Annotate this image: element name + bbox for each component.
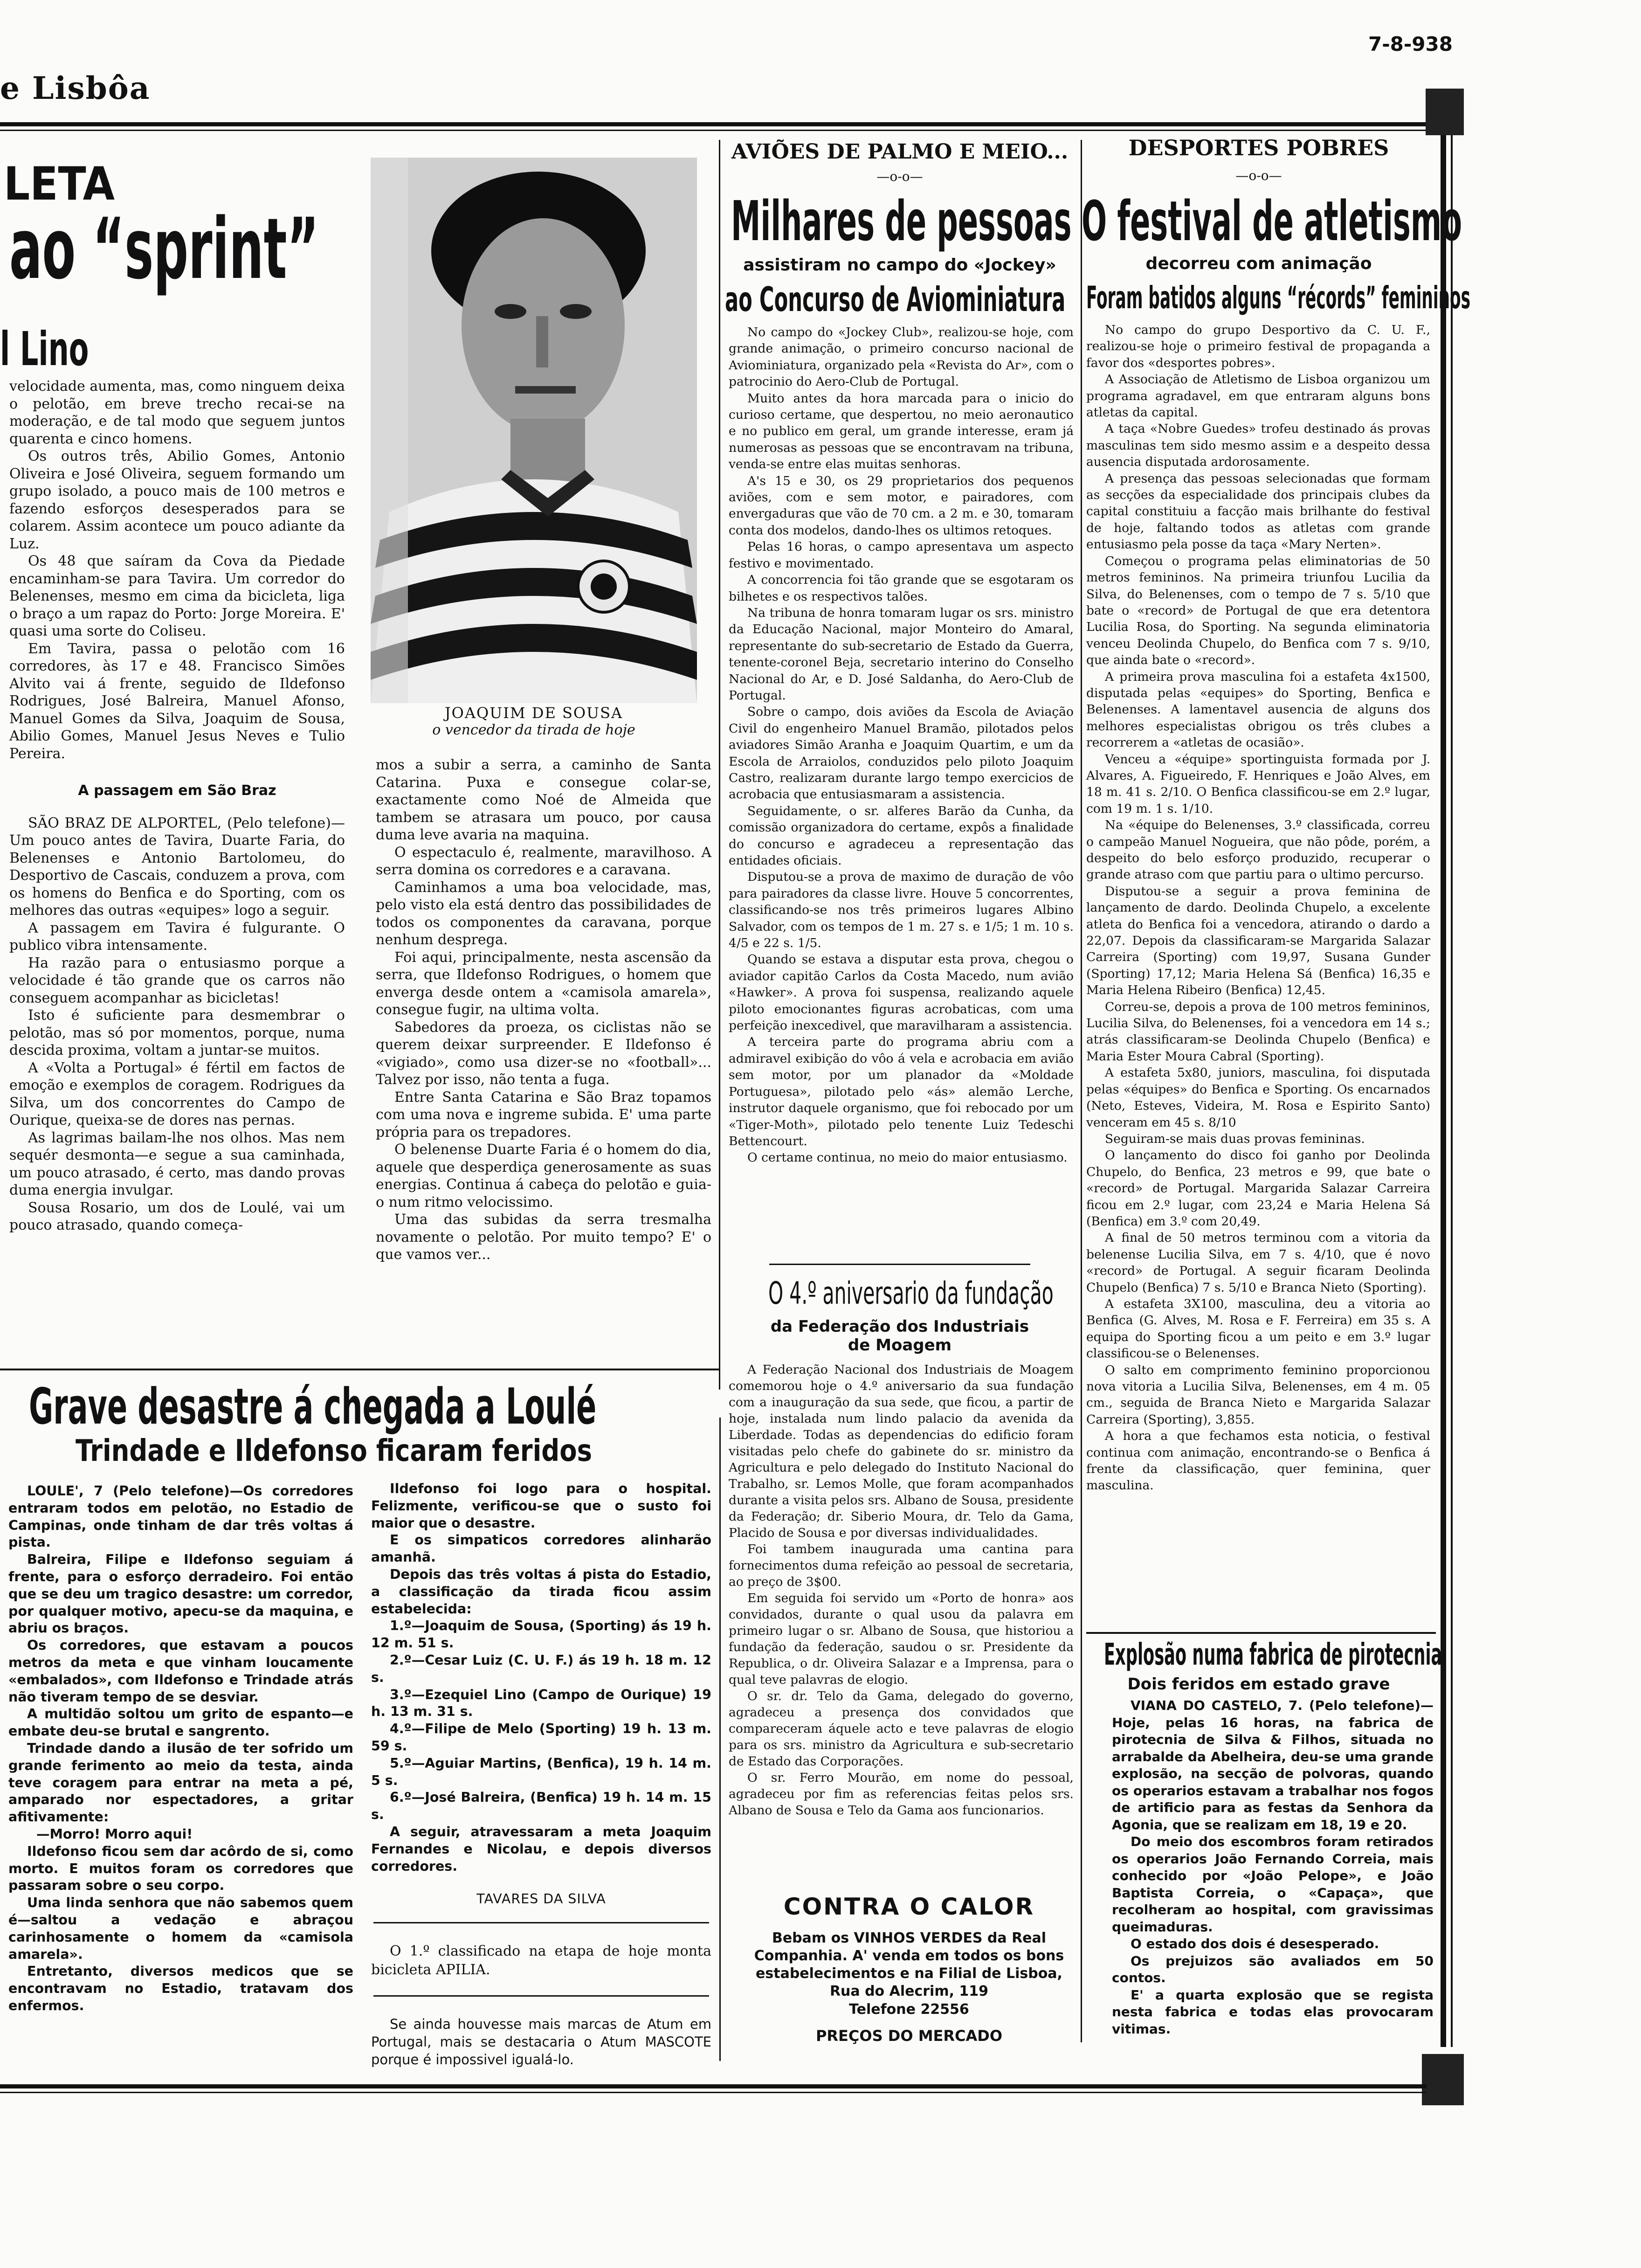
byline-rule [373, 1922, 709, 1923]
paragraph: O belenense Duarte Faria é o homem do dia, aquele que desperdiça generosamente as suas energias. Continua á cabeça do pelotão e guia-o num ritmo velocissimo. [376, 1141, 711, 1210]
paragraph: A concorrencia foi tão grande que se esgotaram os bilhetes e os respectivos talões. [729, 573, 1074, 604]
paragraph: A taça «Nobre Guedes» trofeu destinado ás provas masculinas tem sido mesmo assim e a despeito dessa ausencia disputada ardorosamente. [1086, 422, 1430, 470]
paragraph: A primeira prova masculina foi a estafeta 4x1500, disputada pelas «equipes» do Sporting, Benfica e Belenenses. A lamentavel ausencia de alguns dos melhores especialistas obrigou os três clubes a recorrerem a «atletas de ocasião». [1086, 669, 1430, 750]
paragraph: A's 15 e 30, os 29 proprietarios dos pequenos aviões, com e sem motor, e pairadores, com envergaduras que vão de 70 cm. a 2 m. e 30, tomaram conta dos modelos, dando-lhes os ultimos retoques. [729, 473, 1074, 538]
portrait-image [371, 158, 697, 703]
avioes-body [729, 324, 1074, 1166]
paragraph: Do meio dos escombros foram retirados os operarios João Fernando Correia, mais conhecido por «João Pelope», e João Baptista Correia, o «Capaça», que recolheram ao hospital, com gravissimas queimaduras. [1112, 1834, 1434, 1935]
moagem-top-rule [769, 1264, 1030, 1265]
classification-row: 1.º—Joaquim de Sousa, (Sporting) ás 19 h. 12 m. 51 s. [371, 1618, 711, 1651]
classification-row: 5.º—Aguiar Martins, (Benfica), 19 h. 14 m. 5 s. [371, 1755, 711, 1788]
paragraph: O salto em comprimento feminino proporcionou nova vitoria a Lucilia Silva, Belenenses, em 4 m. 05 cm., seguida de Branca Nieto e Margarida Salazar Carreira (Sporting), 3,855. [1086, 1362, 1430, 1427]
paragraph: Balreira, Filipe e Ildefonso seguiam á frente, para o esforço derradeiro. Foi então que se deu um tragico desastre: um corredor, por qualquer motivo, apecu-se da maquina, e abriu os braços. [8, 1552, 353, 1636]
footer-rule-thin [0, 2092, 1427, 2093]
paragraph: A Federação Nacional dos Industriais de Moagem comemorou hoje o 4.º aniversario da sua fundação com a inauguração da sua sede, que ficou, a partir de hoje, instalada num lindo palacio da avenida da Liberdade. Todas as dependencias do edificio foram visitadas pelo chefe do gabinete do sr. ministro da Agricultura e pelo delegado do Instituto Nacional do Trabalho, sr. Lemos Molle, que foram acompanhados durante a visita pelos srs. Albano de Sousa, presidente da Federação; dr. Siberio Moura, dr. Telo da Gama, Placido de Sousa e por diversas individualidades. [729, 1362, 1074, 1540]
paragraph: Foi aqui, principalmente, nesta ascensão da serra, que Ildefonso Rodrigues, o homem que enverga desde ontem a «camisola amarela», consegue fugir, na ultima volta. [376, 949, 711, 1018]
paragraph: No campo do «Jockey Club», realizou-se hoje, com grande animação, o primeiro concurso nacional de Aviominiatura, organizado pela «Revista do Ar», com o patrocinio do Aero-Club de Portugal. [729, 325, 1074, 389]
paragraph: Ildefonso ficou sem dar acôrdo de si, como morto. E muitos foram os corredores que passaram sobre o seu corpo. [8, 1843, 353, 1894]
pirotecnia-headline: Explosão numa fabrica de pirotecnia [1104, 1638, 1442, 1672]
paragraph: Os prejuizos são avaliados em 50 contos. [1112, 1953, 1434, 1985]
atletismo-body [1086, 322, 1430, 1494]
avioes-sub2: ao Concurso de Aviominiatura [725, 280, 1066, 319]
paragraph: Entretanto, diversos medicos que se encontravam no Estadio, tratavam dos enfermos. [8, 1964, 353, 2013]
photo-caption-sub: o vencedor da tirada de hoje [432, 722, 635, 738]
paragraph: mos a subir a serra, a caminho de Santa Catarina. Puxa e consegue colar-se, exactamente como Noé de Almeida que tambem se atrasara um pouco, por causa duma leve avaria na maquina. [376, 757, 711, 843]
calor-phone: Telefone 22556 [849, 2001, 969, 2018]
paragraph: O lançamento do disco foi ganho por Deolinda Chupelo, do Benfica, 23 metros e 99, que bate o «record» de Portugal. Margarida Salazar Carreira ficou em 2.º lugar, com 23,24 e Maria Helena Sá (Benfica) em 3.º com 20,49. [1086, 1148, 1430, 1229]
loule-column-1 [8, 1483, 353, 2015]
classification-row: 3.º—Ezequiel Lino (Campo de Ourique) 19 h. 13 m. 31 s. [371, 1687, 711, 1720]
paragraph: A final de 50 metros terminou com a vitoria da belenense Lucilia Silva, em 7 s. 4/10, que é novo «record» de Portugal. A seguir ficaram Deolinda Chupelo (Benfica) 7 s. 5/10 e Branca Nieto (Sporting). [1086, 1231, 1430, 1295]
pirotecnia-top-rule [1086, 1632, 1436, 1634]
column-rule [719, 140, 720, 1390]
ornament: —o-o— [1235, 168, 1282, 183]
moagem-headline: O 4.º aniversario da fundação [768, 1275, 1054, 1311]
paragraph: Correu-se, depois a prova de 100 metros femininos, Lucilia Silva, do Belenenses, foi a vencedora em 14 s.; atrás classificaram-se Deolinda Chupelo (Benfica) e Maria Ester Moura Cabral (Sporting). [1086, 999, 1430, 1064]
header-rule [0, 122, 1427, 126]
paragraph: Em seguida foi servido um «Porto de honra» aos convidados, durante o qual usou da palavra em primeiro lugar o sr. Albano de Sousa, que historiou a fundação da federação, saudou o sr. Presidente da Republica, o dr. Oliveira Salazar e a Imprensa, para o qual teve palavras de elogio. [729, 1591, 1074, 1687]
sprint-kicker: LETA [4, 158, 115, 211]
right-border-thin [1451, 135, 1453, 2047]
atletismo-kicker: DESPORTES POBRES [1128, 135, 1389, 160]
footer-rule [0, 2084, 1427, 2088]
paragraph: Seguiram-se mais duas provas femininas. [1105, 1131, 1365, 1146]
paragraph: A terceira parte do programa abriu com a admiravel exibição do vôo á vela e acrobacia em avião sem motor, por um planador da «Moldade Portuguesa», pilotado pelo «ás» alemão Lerche, instrutor daquele organismo, que foi rebocado por um «Tiger-Moth», pilotado pelo tenente Luiz Tedeschi Bettencourt. [729, 1035, 1074, 1148]
corner-ornament [1426, 89, 1464, 135]
paragraph: Quando se estava a disputar esta prova, chegou o aviador capitão Carlos da Costa Macedo, num avião «Hawker». A prova foi suspensa, realizando aquele piloto emocionantes figuras acrobaticas, com uma perfeição inexcedivel, que maravilharam a assistencia. [729, 952, 1074, 1033]
paragraph: Depois das três voltas á pista do Estadio, a classificação da tirada ficou assim estabelecida: [371, 1566, 711, 1617]
classification-row: 2.º—Cesar Luiz (C. U. F.) ás 19 h. 18 m. 12 s. [371, 1652, 711, 1685]
paragraph: E os simpaticos corredores alinharão amanhã. [371, 1532, 711, 1565]
right-border-thick [1441, 135, 1446, 2047]
apilia-note: O 1.º classificado na etapa de hoje monta bicicleta APILIA. [371, 1943, 711, 1978]
pirotecnia-sub: Dois feridos em estado grave [1127, 1675, 1390, 1694]
calor-ad [746, 1893, 1072, 2070]
header-rule-thin [0, 130, 1427, 131]
sprint-column-2 [376, 756, 711, 1264]
paragraph: Os 48 que saíram da Cova da Piedade encaminham-se para Tavira. Um corredor do Belenenses, mesmo em cima da bicicleta, liga o braço a um rapaz do Porto: Jorge Moreira. E' quasi uma sorte do Coliseu. [9, 553, 345, 639]
loule-top-rule [0, 1369, 720, 1370]
classification-row: 6.º—José Balreira, (Benfica) 19 h. 14 m. 15 s. [371, 1790, 711, 1823]
loule-column-2 [371, 1480, 711, 2068]
column-rule [1081, 140, 1082, 2042]
note-rule [373, 1995, 709, 1997]
atletismo-headline: O festival de atletismo [1082, 189, 1462, 253]
paragraph: A estafeta 3X100, masculina, deu a vitoria ao Benfica (G. Alves, M. Rosa e F. Ferreira) em 35 s. A equipa do Sporting ficou a um peito e em 3.º lugar classificou-se o Belenenses. [1086, 1296, 1430, 1361]
paragraph: Trindade dando a ilusão de ter sofrido um grande ferimento ao meio da testa, ainda teve coragem para entrar na meta a pé, amparado nor espectadores, a gritar afitivamente: [8, 1740, 353, 1825]
byline: TAVARES DA SILVA [476, 1891, 606, 1907]
paragraph: LOULE', 7 (Pelo telefone)—Os corredores entraram todos em pelotão, no Estadio de Campinas, onde tinham de dar três voltas á pista. [8, 1483, 353, 1550]
loule-headline: Grave desastre á chegada a Loulé [29, 1378, 597, 1435]
paragraph: Na tribuna de honra tomaram lugar os srs. ministro da Educação Nacional, major Monteiro do Amaral, representante do sub-secretario de Estado da Guerra, tenente-coronel Beja, secretario interino do Conselho Nacional do Ar, e D. José Saldanha, do Aero-Club de Portugal. [729, 605, 1074, 703]
paragraph: A presença das pessoas selecionadas que formam as secções da especialidade dos principais clubes da capital constituiu a facção mais brilhante do festival de hoje, faltando todos as atletas com grande entusiasmo pela posse da taça «Mary Nerten». [1086, 471, 1430, 552]
paragraph: O certame continua, no meio do maior entusiasmo. [747, 1150, 1068, 1165]
paragraph: Começou o programa pelas eliminatorias de 50 metros femininos. Na primeira triunfou Lucilia da Silva, do Belenenses, com o tempo de 7 s. 5/10 que bate o «record» de Portugal de que era detentora Lucilia Rosa, do Sporting. Na segunda eliminatoria venceu Deolinda Chupelo, do Benfica com 7 s. 9/10, que ainda bate o «record». [1086, 553, 1430, 668]
issue-date: 7-8-938 [1368, 33, 1453, 55]
sprint-headline: ao “sprint” [9, 201, 319, 298]
paragraph: O sr. dr. Telo da Gama, delegado do governo, agradeceu a presença dos convidados que compareceram áquele acto e teve palavras de elogio para os srs. ministro da Agricultura e sub-secretario de Estado das Corporações. [729, 1689, 1074, 1769]
loule-subhead: Trindade e Ildefonso ficaram feridos [76, 1434, 592, 1468]
mascote-ad: Se ainda houvesse mais marcas de Atum em Portugal, mais se destacaria o Atum MASCOTE porque é impossivel igualá-lo. [371, 2016, 711, 2068]
paragraph: A passagem em Tavira é fulgurante. O publico vibra intensamente. [9, 920, 345, 954]
paragraph: Os outros três, Abilio Gomes, Antonio Oliveira e José Oliveira, seguem formando um grupo isolado, a pouco mais de 100 metros e fazendo esforços desesperados para se colarem. Assim acontece um pouco adiante da Luz. [9, 448, 345, 552]
pirotecnia-body [1112, 1697, 1434, 2038]
paragraph: VIANA DO CASTELO, 7. (Pelo telefone)—Hoje, pelas 16 horas, na fabrica de pirotecnia de Silva & Filhos, situada no arrabalde da Abelheira, deu-se uma grande explosão, na secção de polvoras, quando os operarios estavam a trabalhar nos fogos de artificio para as festas da Senhora da Agonia, que se realizam em 18, 19 e 20. [1112, 1698, 1434, 1832]
paragraph: Muito antes da hora marcada para o inicio do curioso certame, que despertou, no meio aeronautico e no publico em geral, um grande interesse, eram já numerosas as pessoas que se encontravam na tribuna, venda-se entre elas muitas senhoras. [729, 391, 1074, 472]
paragraph: Na «équipe do Belenenses, 3.º classificada, correu o campeão Manuel Nogueira, que não pôde, porém, a despeito do belo esforço produzido, recuperar o grande atraso com que partiu para o ultimo percurso. [1086, 818, 1430, 882]
paragraph: A «Volta a Portugal» é fértil em factos de emoção e exemplos de coragem. Rodrigues da Silva, um dos concorrentes do Campo de Ourique, queixa-se de dores nas pernas. [9, 1059, 345, 1128]
calor-title: CONTRA O CALOR [783, 1893, 1035, 1920]
paragraph: O estado dos dois é desesperado. [1131, 1936, 1379, 1951]
paragraph: As lagrimas bailam-lhe nos olhos. Mas nem sequér desmonta—e segue a sua caminhada, um pouco atrasado, é certo, mas dando provas duma energia invulgar. [9, 1129, 345, 1198]
paragraph: Sousa Rosario, um dos de Loulé, vai um pouco atrasado, quando começa- [9, 1199, 345, 1233]
paragraph: Entre Santa Catarina e São Braz topamos com uma nova e ingreme subida. E' uma parte própria para os trepadores. [376, 1089, 711, 1141]
paragraph: Venceu a «équipe» sportinguista formada por J. Alvares, A. Figueiredo, F. Henriques e João Alves, em 18 m. 41 s. 2/10. O Benfica classificou-se em 2.º lugar, com 19 m. 1 s. 1/10. [1086, 752, 1430, 816]
paragraph: E' a quarta explosão que se regista nesta fabrica e todas elas provocaram vitimas. [1112, 1987, 1434, 2037]
paragraph: A multidão soltou um grito de espanto—e embate deu-se brutal e sangrento. [8, 1706, 353, 1739]
paragraph: —Morro! Morro aqui! [36, 1826, 193, 1842]
paragraph: Foi tambem inaugurada uma cantina para fornecimentos duma refeição ao pessoal de secretaria, ao preço de 3$00. [729, 1542, 1074, 1589]
paragraph: Os corredores, que estavam a poucos metros da meta e que vinham loucamente «embalados», com Ildefonso e Trindade atrás não tiveram tempo de se desviar. [8, 1638, 353, 1705]
paragraph: O sr. Ferro Mourão, em nome do pessoal, agradeceu por fim as referencias feitas pelos srs. Albano de Sousa e Telo da Gama aos funcionarios. [729, 1770, 1074, 1818]
paragraph: Sobre o campo, dois aviões da Escola de Aviação Civil do engenheiro Manuel Bramão, pilotados pelos aviadores Simão Aranha e Joaquim Quartim, e um da Escola de Arraiolos, conduzidos pelo piloto Joaquim Castro, realizaram durante largo tempo exercicios de acrobacia que entusiasmaram a assistencia. [729, 705, 1074, 802]
avioes-headline: Milhares de pessoas [731, 189, 1072, 253]
paragraph: Pelas 16 horas, o campo apresentava um aspecto festivo e movimentado. [729, 539, 1074, 571]
paragraph: Disputou-se a prova de maximo de duração de vôo para pairadores da classe livre. Houve 5 concorrentes, classificando-se nos três primeiros lugares Albino Salvador, com os tempos de 1 m. 27 s. e 1/5; 1 m. 10 s. 4/5 e 22 s. 1/5. [729, 870, 1074, 951]
bottom-corner-ornament [1422, 2054, 1464, 2105]
paragraph: Uma linda senhora que não sabemos quem é—saltou a vedação e abraçou carinhosamente o homem da «camisola amarela». [8, 1895, 353, 1962]
paragraph: Disputou-se a seguir a prova feminina de lançamento de dardo. Deolinda Chupelo, a excelente atleta do Benfica foi a vencedora, atirando o dardo a 22,07. Depois da classificaram-se Margarida Salazar Carreira (Sporting) com 19,97, Susana Gunder (Sporting) 17,12; Maria Helena Sá (Benfica) 16,35 e Maria Helena Ribeiro (Benfica) 12,45. [1086, 884, 1430, 998]
paragraph: Ha razão para o entusiasmo porque a velocidade é tão grande que os carros não conseguem acompanhar as bicicletas! [9, 954, 345, 1006]
atletismo-sub2: Foram batidos alguns “récords” femininos [1086, 280, 1471, 316]
masthead: e Lisbôa [0, 70, 151, 106]
sprint-subhead: l Lino [0, 322, 89, 376]
avioes-kicker: AVIÕES DE PALMO E MEIO... [731, 140, 1069, 164]
atletismo-sub1: decorreu com animação [1145, 254, 1372, 273]
calor-footer: PREÇOS DO MERCADO [815, 2027, 1003, 2045]
column-rule [719, 1418, 721, 2061]
avioes-sub1: assistiram no campo do «Jockey» [743, 256, 1056, 275]
moagem-sub: da Federação dos Industriais de Moagem [770, 1317, 1029, 1355]
paragraph: A Associação de Atletismo de Lisboa organizou um programa agradavel, em que entraram alguns bons atletas da capital. [1086, 372, 1430, 420]
moagem-body [729, 1362, 1074, 1819]
section-title: A passagem em São Braz [78, 782, 276, 799]
paragraph: A estafeta 5x80, juniors, masculina, foi disputada pelas «équipes» do Benfica e Sporting. Os encarnados (Neto, Esteves, Videira, M. Rosa e Espirito Santo) venceram em 45 s. 8/10 [1086, 1065, 1430, 1130]
paragraph: Seguidamente, o sr. alferes Barão da Cunha, da comissão organizadora do certame, expôs a finalidade do concurso e agradeceu a representação das entidades oficiais. [729, 803, 1074, 868]
calor-body: Bebam os VINHOS VERDES da Real Companhia. A' venda em todos os bons estabelecimentos e na Filial de Lisboa, Rua do Alecrim, 119 [754, 1930, 1064, 1999]
paragraph: Sabedores da proeza, os ciclistas não se querem deixar surpreender. E Ildefonso é «vigiado», como usa dizer-se no «football»... Talvez por isso, não tenta a fuga. [376, 1019, 711, 1088]
paragraph: Em Tavira, passa o pelotão com 16 corredores, às 17 e 48. Francisco Simões Alvito vai á frente, seguido de Ildefonso Rodrigues, José Balreira, Manuel Afonso, Manuel Gomes da Silva, Joaquim de Sousa, Abilio Gomes, Manuel Jesus Neves e Tulio Pereira. [9, 640, 345, 762]
paragraph: O espectaculo é, realmente, maravilhoso. A serra domina os corredores e a caravana. [376, 844, 711, 878]
paragraph: A seguir, atravessaram a meta Joaquim Fernandes e Nicolau, e depois diversos corredores. [371, 1824, 711, 1874]
paragraph: Caminhamos a uma boa velocidade, mas, pelo visto ela está dentro das possibilidades de todos os componentes da caravana, porque nenhum desprega. [376, 879, 711, 948]
sprint-column-1 [9, 378, 345, 1234]
ornament: —o-o— [876, 169, 923, 184]
classification-row: 4.º—Filipe de Melo (Sporting) 19 h. 13 m. 59 s. [371, 1721, 711, 1754]
paragraph: velocidade aumenta, mas, como ninguem deixa o pelotão, em breve trecho recai-se na moderação, e de tal modo que seguem juntos quarenta e cinco homens. [9, 378, 345, 447]
paragraph: Uma das subidas da serra tresmalha novamente o pelotão. Por muito tempo? E' o que vamos ver... [376, 1211, 711, 1263]
paragraph: No campo do grupo Desportivo da C. U. F., realizou-se hoje o primeiro festival de propaganda a favor dos «desportes pobres». [1086, 323, 1430, 370]
paragraph: Ildefonso foi logo para o hospital. Felizmente, verificou-se que o susto foi maior que o desastre. [371, 1481, 711, 1531]
photo-caption-name: JOAQUIM DE SOUSA [444, 704, 623, 722]
paragraph: A hora a que fechamos esta noticia, o festival continua com animação, encontrando-se o Benfica á frente da classificação, quer feminina, quer masculina. [1086, 1429, 1430, 1493]
paragraph: Isto é suficiente para desmembrar o pelotão, mas só por momentos, porque, numa descida proxima, voltam a juntar-se muitos. [9, 1007, 345, 1058]
paragraph: SÃO BRAZ DE ALPORTEL, (Pelo telefone)—Um pouco antes de Tavira, Duarte Faria, do Belenenses e Antonio Bartolomeu, do Desportivo de Cascais, conduzem a prova, com os homens do Benfica e do Sporting, com os melhores das outras «equipes» logo a seguir. [9, 815, 345, 919]
cyclist-photo [371, 158, 697, 703]
